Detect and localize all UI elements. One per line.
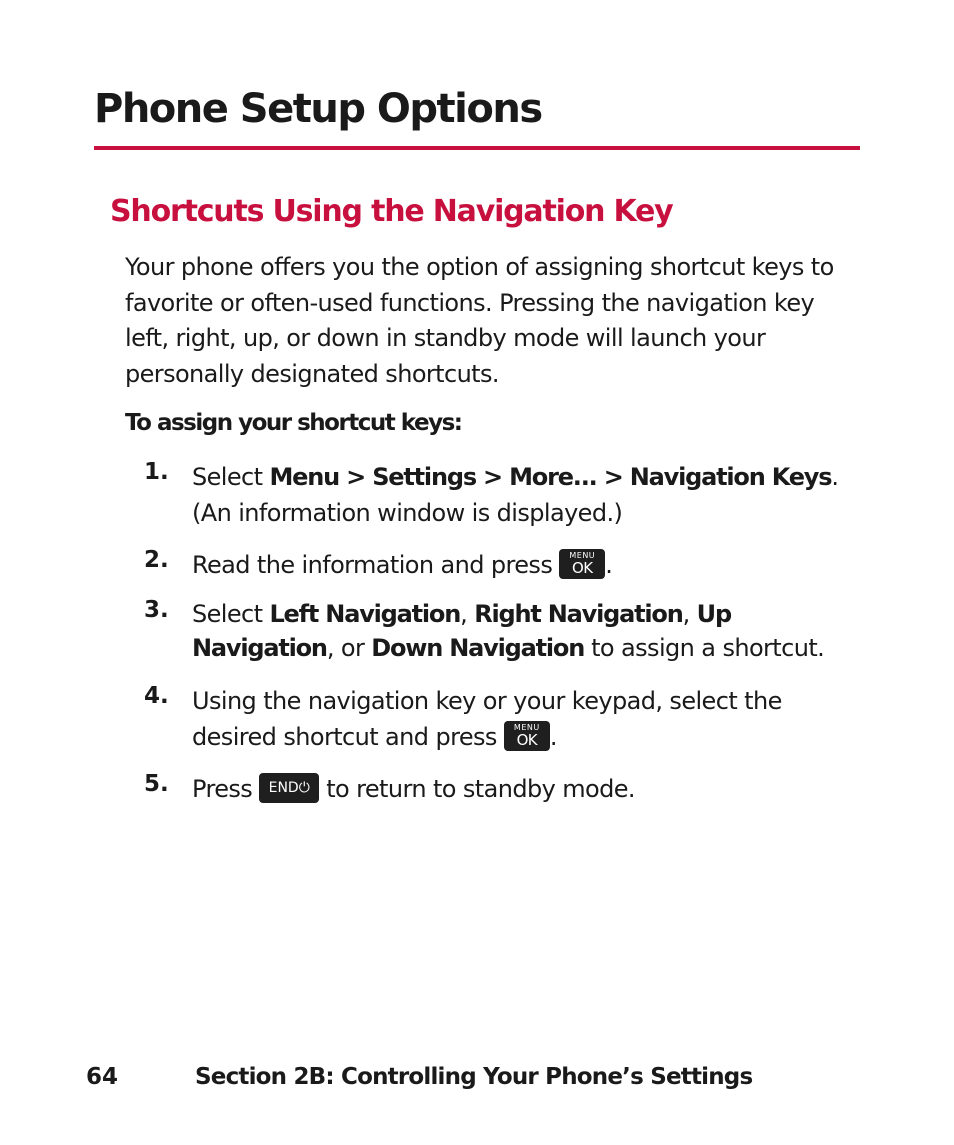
title-rule (94, 146, 860, 150)
step-number: 3. (144, 597, 169, 623)
step-text: Select Left Navigation, Right Navigation, Up Navigation, or Down Navigation to assign a shortcut. (192, 600, 825, 662)
step-text: Using the navigation key or your keypad, select the desired shortcut and press MENU OK . (192, 687, 782, 751)
step-number: 5. (144, 771, 169, 797)
option-right-navigation: Right Navigation (474, 600, 683, 628)
step-number: 2. (144, 547, 169, 573)
section-heading: Shortcuts Using the Navigation Key (110, 194, 673, 229)
page-title: Phone Setup Options (94, 86, 542, 132)
step-number: 4. (144, 683, 169, 709)
step-text: Read the information and press MENU OK . (192, 551, 613, 579)
option-left-navigation: Left Navigation (269, 600, 461, 628)
end-key-icon: END⏻ (259, 773, 319, 803)
intro-paragraph: Your phone offers you the option of assigning shortcut keys to favorite or often-used functions. Pressing the navigation key left, right, up, or down in standby mode will launch your personally designated shortcuts. (125, 253, 834, 388)
step-text: Press END⏻ to return to standby mode. (192, 775, 635, 803)
step-number: 1. (144, 459, 169, 485)
menu-ok-key-icon: MENU OK (504, 721, 550, 751)
option-up-navigation: Up Navigation (192, 600, 731, 662)
menu-path: Menu > Settings > More... > Navigation Keys (269, 463, 832, 491)
instructions-heading: To assign your shortcut keys: (125, 410, 462, 436)
footer-section-title: Section 2B: Controlling Your Phone’s Settings (195, 1064, 753, 1090)
page-number: 64 (86, 1064, 119, 1090)
menu-ok-key-icon: MENU OK (559, 549, 605, 579)
option-down-navigation: Down Navigation (371, 634, 585, 662)
step-text: Select Menu > Settings > More... > Navigation Keys. (An information window is displayed.) (192, 463, 839, 527)
